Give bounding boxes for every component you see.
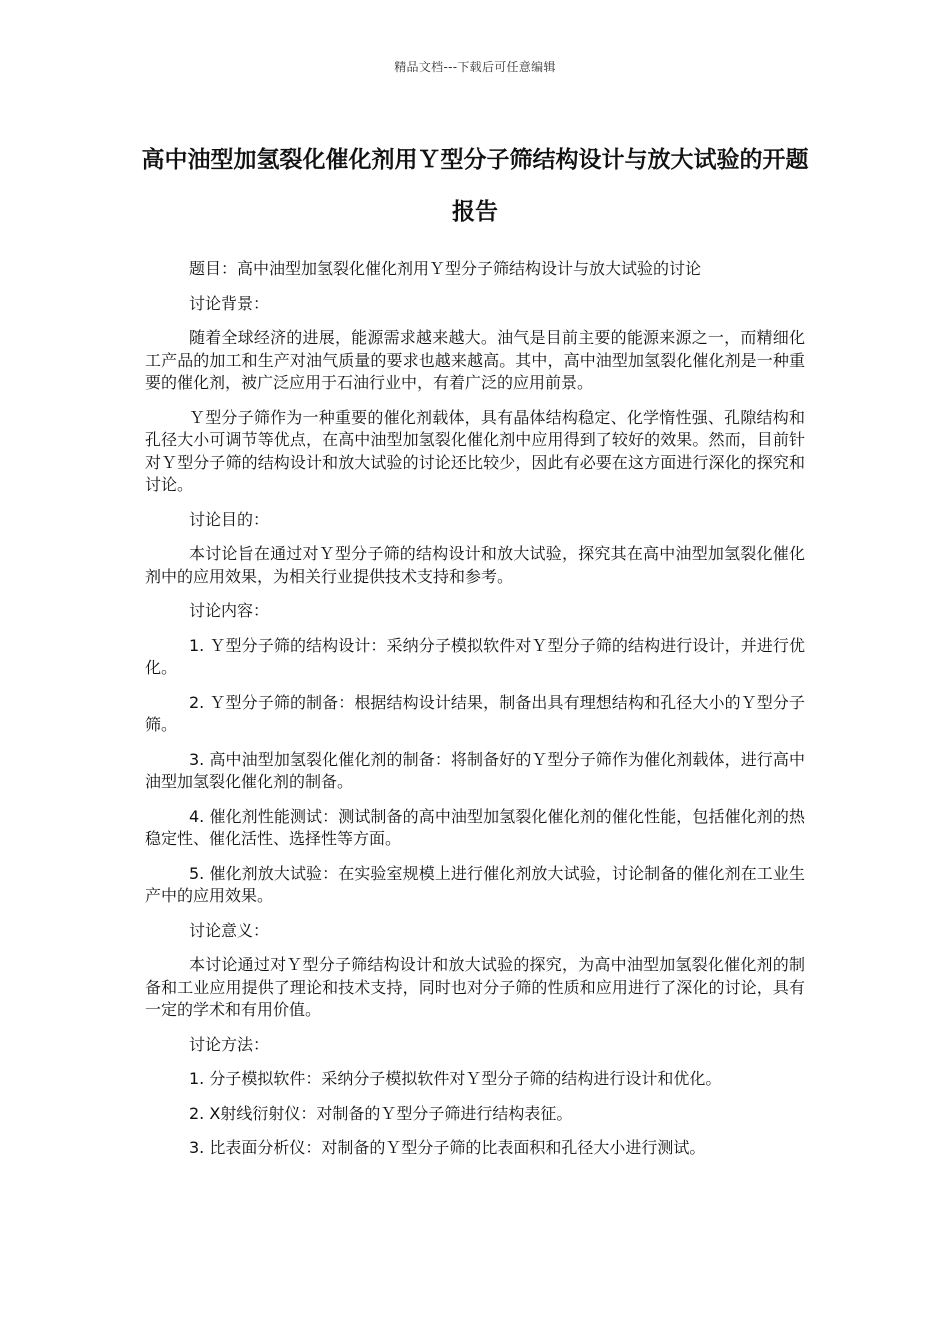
section-heading-purpose: 讨论目的： xyxy=(189,509,270,529)
paragraph-significance: 本讨论通过对Ｙ型分子筛结构设计和放大试验的探究，为高中油型加氢裂化催化剂的制备和工业应用提供了理论和技术支持，同时也对分子筛的性质和应用进行了深化的讨论，具有一定的学术和有用价值。 xyxy=(145,955,805,1019)
document-body xyxy=(145,258,805,1172)
list-item-method-1: 1. 分子模拟软件：采纳分子模拟软件对Ｙ型分子筛的结构进行设计和优化。 xyxy=(189,1069,722,1088)
topic-line: 题目：高中油型加氢裂化催化剂用Ｙ型分子筛结构设计与放大试验的讨论 xyxy=(189,259,702,278)
list-item-content-3: 3. 高中油型加氢裂化催化剂的制备：将制备好的Ｙ型分子筛作为催化剂载体，进行高中油型加氢裂化催化剂的制备。 xyxy=(145,749,805,791)
document-title: 高中油型加氢裂化催化剂用Ｙ型分子筛结构设计与放大试验的开题报告 xyxy=(141,147,809,225)
section-heading-content: 讨论内容： xyxy=(189,601,270,620)
header-note: 精品文档---下载后可任意编辑 xyxy=(394,60,556,74)
paragraph-y-zeolite: Ｙ型分子筛作为一种重要的催化剂载体，具有晶体结构稳定、化学惰性强、孔隙结构和孔径大小可调节等优点，在高中油型加氢裂化催化剂中应用得到了较好的效果。然而，目前针对Ｙ型分子筛的结构设计和放大试验的讨论还比较少，因此有必要在这方面进行深化的探究和讨论。 xyxy=(145,407,805,494)
paragraph-purpose: 本讨论旨在通过对Ｙ型分子筛的结构设计和放大试验，探究其在高中油型加氢裂化催化剂中的应用效果，为相关行业提供技术支持和参考。 xyxy=(145,544,805,586)
list-item-content-2: 2. Ｙ型分子筛的制备：根据结构设计结果，制备出具有理想结构和孔径大小的Ｙ型分子筛。 xyxy=(145,692,805,734)
section-heading-background: 讨论背景： xyxy=(189,293,270,313)
list-item-content-5: 5. 催化剂放大试验：在实验室规模上进行催化剂放大试验，讨论制备的催化剂在工业生产中的应用效果。 xyxy=(145,863,805,905)
list-item-method-3: 3. 比表面分析仪：对制备的Ｙ型分子筛的比表面积和孔径大小进行测试。 xyxy=(189,1138,706,1157)
list-item-method-2: 2. X射线衍射仪：对制备的Ｙ型分子筛进行结构表征。 xyxy=(189,1103,573,1123)
section-heading-methods: 讨论方法： xyxy=(189,1034,270,1054)
list-item-content-4: 4. 催化剂性能测试：测试制备的高中油型加氢裂化催化剂的催化性能，包括催化剂的热稳定性、催化活性、选择性等方面。 xyxy=(145,806,805,848)
section-heading-significance: 讨论意义： xyxy=(189,920,270,940)
paragraph-background: 随着全球经济的进展，能源需求越来越大。油气是目前主要的能源来源之一，而精细化工产品的加工和生产对油气质量的要求也越来越高。其中，高中油型加氢裂化催化剂是一种重要的催化剂，被广泛应用于石油行业中，有着广泛的应用前景。 xyxy=(145,328,805,392)
list-item-content-1: 1. Ｙ型分子筛的结构设计：采纳分子模拟软件对Ｙ型分子筛的结构进行设计，并进行优化。 xyxy=(145,635,805,677)
